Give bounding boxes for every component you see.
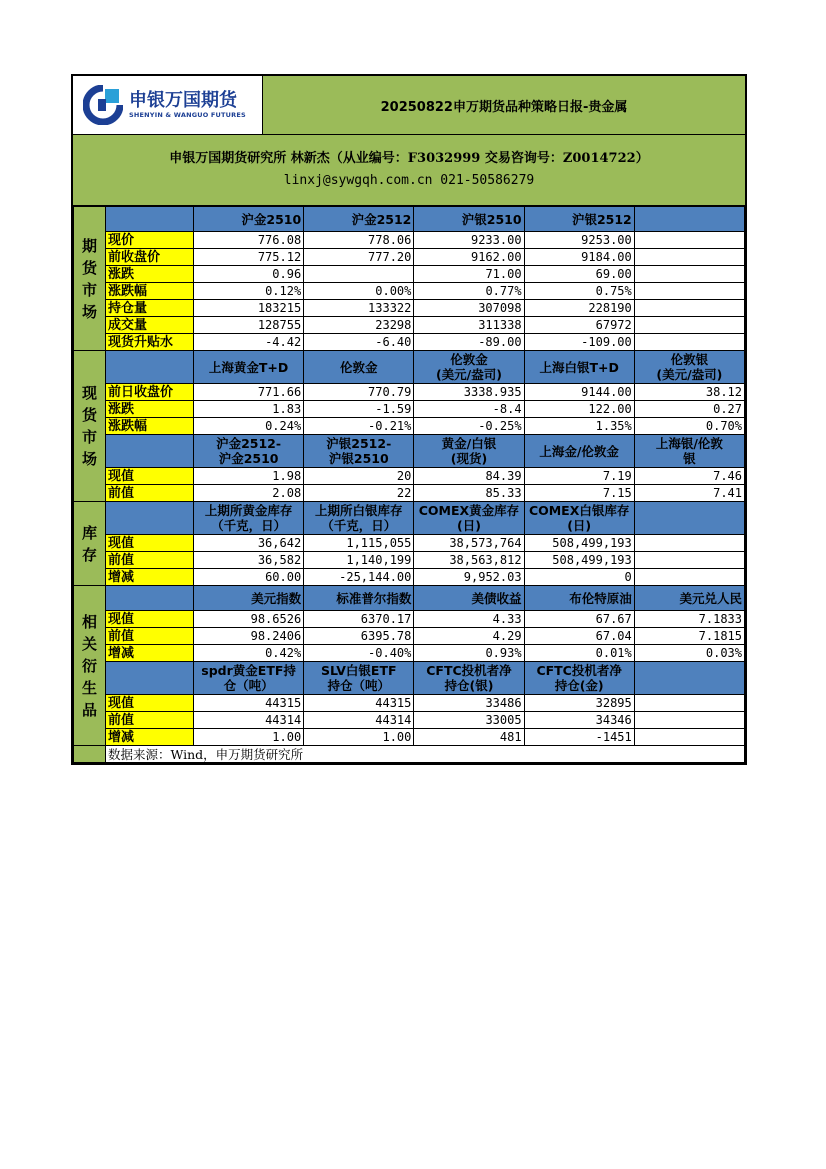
value-cell: 9,952.03 bbox=[414, 569, 524, 586]
value-cell: 128755 bbox=[194, 317, 304, 334]
value-cell: 0.70% bbox=[634, 418, 744, 435]
column-header: spdr黄金ETF持 仓（吨） bbox=[194, 662, 304, 695]
value-cell bbox=[634, 552, 744, 569]
row-label-blank bbox=[106, 351, 194, 384]
value-cell: -4.42 bbox=[194, 334, 304, 351]
value-cell: 1,140,199 bbox=[304, 552, 414, 569]
value-cell: 32895 bbox=[524, 695, 634, 712]
value-cell: 6370.17 bbox=[304, 611, 414, 628]
row-label-blank bbox=[106, 662, 194, 695]
value-cell: 0.96 bbox=[194, 266, 304, 283]
value-cell bbox=[634, 300, 744, 317]
table-row bbox=[74, 611, 745, 628]
value-cell: 84.39 bbox=[414, 468, 524, 485]
table-row bbox=[74, 628, 745, 645]
section-inventory: 库 存 bbox=[74, 502, 106, 586]
row-label: 前值 bbox=[106, 628, 194, 645]
value-cell: 508,499,193 bbox=[524, 552, 634, 569]
source-spacer bbox=[74, 746, 106, 763]
table-row bbox=[74, 695, 745, 712]
table-row bbox=[74, 569, 745, 586]
column-header-row bbox=[74, 207, 745, 232]
value-cell: 0.77% bbox=[414, 283, 524, 300]
value-cell: -6.40 bbox=[304, 334, 414, 351]
value-cell: 98.6526 bbox=[194, 611, 304, 628]
column-header: 沪银2512- 沪银2510 bbox=[304, 435, 414, 468]
value-cell: -1.59 bbox=[304, 401, 414, 418]
value-cell bbox=[634, 232, 744, 249]
column-header: 上期所白银库存 （千克，日） bbox=[304, 502, 414, 535]
table-row bbox=[74, 645, 745, 662]
row-label: 涨跌幅 bbox=[106, 283, 194, 300]
value-cell: -8.4 bbox=[414, 401, 524, 418]
value-cell: 1.00 bbox=[194, 729, 304, 746]
value-cell bbox=[634, 317, 744, 334]
logo-text-cn: 申银万国期货 bbox=[129, 90, 237, 111]
value-cell: 0.00% bbox=[304, 283, 414, 300]
row-label: 前收盘价 bbox=[106, 249, 194, 266]
value-cell: 775.12 bbox=[194, 249, 304, 266]
value-cell: 38,573,764 bbox=[414, 535, 524, 552]
value-cell: 38.12 bbox=[634, 384, 744, 401]
column-header bbox=[634, 662, 744, 695]
column-header: 沪银2512 bbox=[524, 207, 634, 232]
value-cell: -89.00 bbox=[414, 334, 524, 351]
row-label: 涨跌 bbox=[106, 266, 194, 283]
value-cell: 0.01% bbox=[524, 645, 634, 662]
row-label: 涨跌 bbox=[106, 401, 194, 418]
value-cell: 38,563,812 bbox=[414, 552, 524, 569]
table-row bbox=[74, 283, 745, 300]
row-label-blank bbox=[106, 207, 194, 232]
value-cell: 23298 bbox=[304, 317, 414, 334]
value-cell: 9253.00 bbox=[524, 232, 634, 249]
value-cell: 228190 bbox=[524, 300, 634, 317]
column-header: 伦敦银 (美元/盎司) bbox=[634, 351, 744, 384]
value-cell: 1.98 bbox=[194, 468, 304, 485]
value-cell: 7.19 bbox=[524, 468, 634, 485]
table-row bbox=[74, 535, 745, 552]
column-header: SLV白银ETF 持仓（吨） bbox=[304, 662, 414, 695]
row-label-blank bbox=[106, 435, 194, 468]
value-cell: 0.03% bbox=[634, 645, 744, 662]
value-cell: 2.08 bbox=[194, 485, 304, 502]
value-cell: -25,144.00 bbox=[304, 569, 414, 586]
row-label-blank bbox=[106, 502, 194, 535]
value-cell bbox=[634, 249, 744, 266]
value-cell: 20 bbox=[304, 468, 414, 485]
column-header: 标准普尔指数 bbox=[304, 586, 414, 611]
column-header: 布伦特原油 bbox=[524, 586, 634, 611]
table-row bbox=[74, 334, 745, 351]
row-label: 现值 bbox=[106, 695, 194, 712]
value-cell bbox=[634, 695, 744, 712]
column-header: COMEX白银库存 (日) bbox=[524, 502, 634, 535]
value-cell: 44314 bbox=[194, 712, 304, 729]
value-cell: 44315 bbox=[194, 695, 304, 712]
value-cell bbox=[634, 283, 744, 300]
row-label: 现值 bbox=[106, 611, 194, 628]
author-line-2: linxj@sywgqh.com.cn 021-50586279 bbox=[283, 173, 535, 188]
logo-text-en: SHENYIN & WANGUO FUTURES bbox=[129, 111, 246, 119]
value-cell: 9162.00 bbox=[414, 249, 524, 266]
row-label: 涨跌幅 bbox=[106, 418, 194, 435]
source-row bbox=[74, 746, 745, 763]
value-cell bbox=[634, 535, 744, 552]
report-title: 20250822申万期货品种策略日报-贵金属 bbox=[263, 76, 745, 134]
value-cell bbox=[634, 729, 744, 746]
column-header: CFTC投机者净 持仓(金) bbox=[524, 662, 634, 695]
value-cell: 0 bbox=[524, 569, 634, 586]
row-label: 现货升贴水 bbox=[106, 334, 194, 351]
value-cell: 33486 bbox=[414, 695, 524, 712]
row-label: 前值 bbox=[106, 485, 194, 502]
row-label: 持仓量 bbox=[106, 300, 194, 317]
report-sheet bbox=[71, 74, 747, 765]
column-header: 上期所黄金库存 （千克，日） bbox=[194, 502, 304, 535]
section-spot: 现 货 市 场 bbox=[74, 351, 106, 502]
author-line-1: 申银万国期货研究所 林新杰（从业编号：F3032999 交易咨询号：Z0014722） bbox=[169, 151, 649, 166]
table-row bbox=[74, 401, 745, 418]
row-label-blank bbox=[106, 586, 194, 611]
column-header-row bbox=[74, 502, 745, 535]
column-header: 伦敦金 bbox=[304, 351, 414, 384]
value-cell bbox=[634, 266, 744, 283]
column-header-row bbox=[74, 586, 745, 611]
value-cell bbox=[634, 712, 744, 729]
value-cell: -109.00 bbox=[524, 334, 634, 351]
value-cell: 67972 bbox=[524, 317, 634, 334]
column-header: 上海金/伦敦金 bbox=[524, 435, 634, 468]
column-header: 沪银2510 bbox=[414, 207, 524, 232]
value-cell: 307098 bbox=[414, 300, 524, 317]
table-row bbox=[74, 418, 745, 435]
table-row bbox=[74, 266, 745, 283]
value-cell: 0.12% bbox=[194, 283, 304, 300]
value-cell: 0.24% bbox=[194, 418, 304, 435]
column-header: 美元指数 bbox=[194, 586, 304, 611]
value-cell: 7.46 bbox=[634, 468, 744, 485]
value-cell: 133322 bbox=[304, 300, 414, 317]
column-header: 沪金2512- 沪金2510 bbox=[194, 435, 304, 468]
value-cell: -1451 bbox=[524, 729, 634, 746]
value-cell: 98.2406 bbox=[194, 628, 304, 645]
value-cell: 34346 bbox=[524, 712, 634, 729]
value-cell: 778.06 bbox=[304, 232, 414, 249]
column-header: 黄金/白银 (现货) bbox=[414, 435, 524, 468]
section-futures: 期 货 市 场 bbox=[74, 207, 106, 351]
value-cell: -0.40% bbox=[304, 645, 414, 662]
value-cell: 311338 bbox=[414, 317, 524, 334]
value-cell: 0.27 bbox=[634, 401, 744, 418]
value-cell: 33005 bbox=[414, 712, 524, 729]
value-cell: 7.15 bbox=[524, 485, 634, 502]
column-header: CFTC投机者净 持仓(银) bbox=[414, 662, 524, 695]
row-label: 前值 bbox=[106, 712, 194, 729]
column-header: 伦敦金 (美元/盎司) bbox=[414, 351, 524, 384]
data-source: 数据来源：Wind，申万期货研究所 bbox=[106, 746, 745, 763]
table-row bbox=[74, 712, 745, 729]
value-cell: 71.00 bbox=[414, 266, 524, 283]
value-cell: 122.00 bbox=[524, 401, 634, 418]
value-cell: 1.35% bbox=[524, 418, 634, 435]
row-label: 增减 bbox=[106, 645, 194, 662]
column-header-row bbox=[74, 662, 745, 695]
author-info bbox=[73, 135, 745, 206]
table-row bbox=[74, 468, 745, 485]
value-cell: 60.00 bbox=[194, 569, 304, 586]
value-cell: 3338.935 bbox=[414, 384, 524, 401]
value-cell bbox=[304, 266, 414, 283]
value-cell: 0.42% bbox=[194, 645, 304, 662]
value-cell: -0.21% bbox=[304, 418, 414, 435]
value-cell bbox=[634, 334, 744, 351]
value-cell: 1.83 bbox=[194, 401, 304, 418]
value-cell: 9184.00 bbox=[524, 249, 634, 266]
table-row bbox=[74, 232, 745, 249]
column-header: COMEX黄金库存 (日) bbox=[414, 502, 524, 535]
row-label: 增减 bbox=[106, 569, 194, 586]
value-cell: 770.79 bbox=[304, 384, 414, 401]
value-cell: 67.04 bbox=[524, 628, 634, 645]
column-header: 沪金2512 bbox=[304, 207, 414, 232]
table-row bbox=[74, 485, 745, 502]
column-header-row bbox=[74, 435, 745, 468]
value-cell: 771.66 bbox=[194, 384, 304, 401]
table-row bbox=[74, 249, 745, 266]
data-table bbox=[73, 206, 745, 763]
column-header: 美债收益 bbox=[414, 586, 524, 611]
row-label: 增减 bbox=[106, 729, 194, 746]
value-cell: 9144.00 bbox=[524, 384, 634, 401]
value-cell: 0.75% bbox=[524, 283, 634, 300]
report-header bbox=[73, 76, 745, 135]
value-cell: 44314 bbox=[304, 712, 414, 729]
row-label: 现值 bbox=[106, 535, 194, 552]
value-cell: 7.1833 bbox=[634, 611, 744, 628]
value-cell: 776.08 bbox=[194, 232, 304, 249]
column-header: 上海银/伦敦 银 bbox=[634, 435, 744, 468]
value-cell: 7.41 bbox=[634, 485, 744, 502]
logo-mark-icon bbox=[83, 85, 123, 125]
table-row bbox=[74, 384, 745, 401]
value-cell: 777.20 bbox=[304, 249, 414, 266]
table-row bbox=[74, 317, 745, 334]
value-cell: 508,499,193 bbox=[524, 535, 634, 552]
value-cell: 4.29 bbox=[414, 628, 524, 645]
column-header: 上海白银T+D bbox=[524, 351, 634, 384]
logo bbox=[73, 76, 263, 134]
value-cell: 7.1815 bbox=[634, 628, 744, 645]
row-label: 前值 bbox=[106, 552, 194, 569]
value-cell: 44315 bbox=[304, 695, 414, 712]
column-header-row bbox=[74, 351, 745, 384]
table-row bbox=[74, 729, 745, 746]
value-cell: 67.67 bbox=[524, 611, 634, 628]
column-header: 上海黄金T+D bbox=[194, 351, 304, 384]
section-related: 相 关 衍 生 品 bbox=[74, 586, 106, 746]
value-cell: 6395.78 bbox=[304, 628, 414, 645]
column-header bbox=[634, 207, 744, 232]
row-label: 现值 bbox=[106, 468, 194, 485]
column-header: 美元兑人民 bbox=[634, 586, 744, 611]
value-cell: 481 bbox=[414, 729, 524, 746]
value-cell: 69.00 bbox=[524, 266, 634, 283]
value-cell: 36,582 bbox=[194, 552, 304, 569]
value-cell: 183215 bbox=[194, 300, 304, 317]
row-label: 成交量 bbox=[106, 317, 194, 334]
value-cell: -0.25% bbox=[414, 418, 524, 435]
column-header: 沪金2510 bbox=[194, 207, 304, 232]
value-cell: 85.33 bbox=[414, 485, 524, 502]
value-cell: 0.93% bbox=[414, 645, 524, 662]
value-cell: 4.33 bbox=[414, 611, 524, 628]
row-label: 现价 bbox=[106, 232, 194, 249]
value-cell: 9233.00 bbox=[414, 232, 524, 249]
value-cell: 1,115,055 bbox=[304, 535, 414, 552]
table-row bbox=[74, 552, 745, 569]
value-cell bbox=[634, 569, 744, 586]
value-cell: 36,642 bbox=[194, 535, 304, 552]
value-cell: 22 bbox=[304, 485, 414, 502]
table-row bbox=[74, 300, 745, 317]
column-header bbox=[634, 502, 744, 535]
value-cell: 1.00 bbox=[304, 729, 414, 746]
row-label: 前日收盘价 bbox=[106, 384, 194, 401]
